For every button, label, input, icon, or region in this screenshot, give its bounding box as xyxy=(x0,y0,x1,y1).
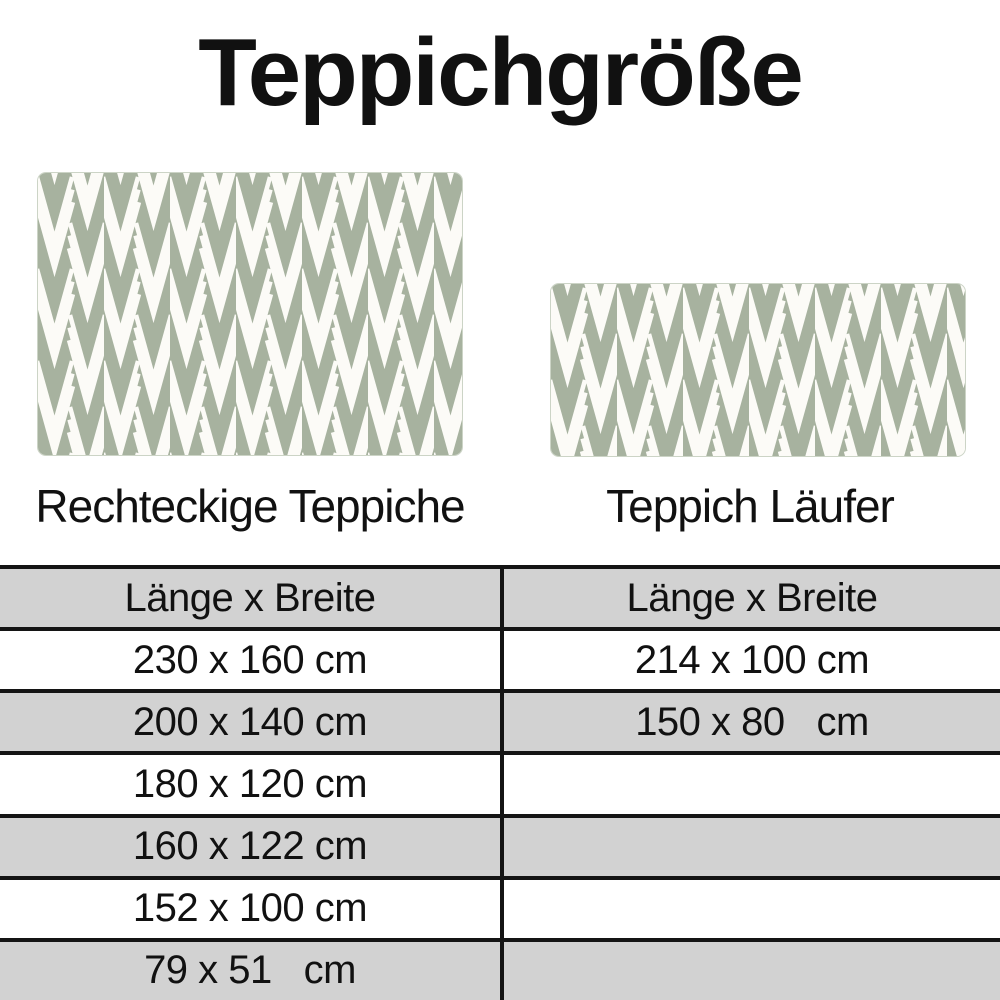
table-cell: 200 x 140 cm xyxy=(0,689,500,751)
table-cell: 160 x 122 cm xyxy=(0,814,500,876)
table-cell: 150 x 80 cm xyxy=(500,689,1000,751)
rectangular-rugs-label: Rechteckige Teppiche xyxy=(35,480,465,532)
table-cell: 214 x 100 cm xyxy=(500,627,1000,689)
table-cell: 152 x 100 cm xyxy=(0,876,500,938)
table-header-left: Länge x Breite xyxy=(0,565,500,627)
table-cell: 230 x 160 cm xyxy=(0,627,500,689)
section-labels xyxy=(0,478,1000,534)
runner-rug-image xyxy=(551,284,965,456)
table-cell xyxy=(500,814,1000,876)
table-cell xyxy=(500,751,1000,813)
table-cell: 79 x 51 cm xyxy=(0,938,500,1000)
table-cell xyxy=(500,938,1000,1000)
table-cell: 180 x 120 cm xyxy=(0,751,500,813)
size-table xyxy=(0,565,1000,1000)
runner-rugs-label: Teppich Läufer xyxy=(606,480,894,532)
table-header-right: Länge x Breite xyxy=(500,565,1000,627)
page-title: Teppichgröße xyxy=(198,19,802,126)
table-cell xyxy=(500,876,1000,938)
rectangular-rug-image xyxy=(38,173,462,455)
